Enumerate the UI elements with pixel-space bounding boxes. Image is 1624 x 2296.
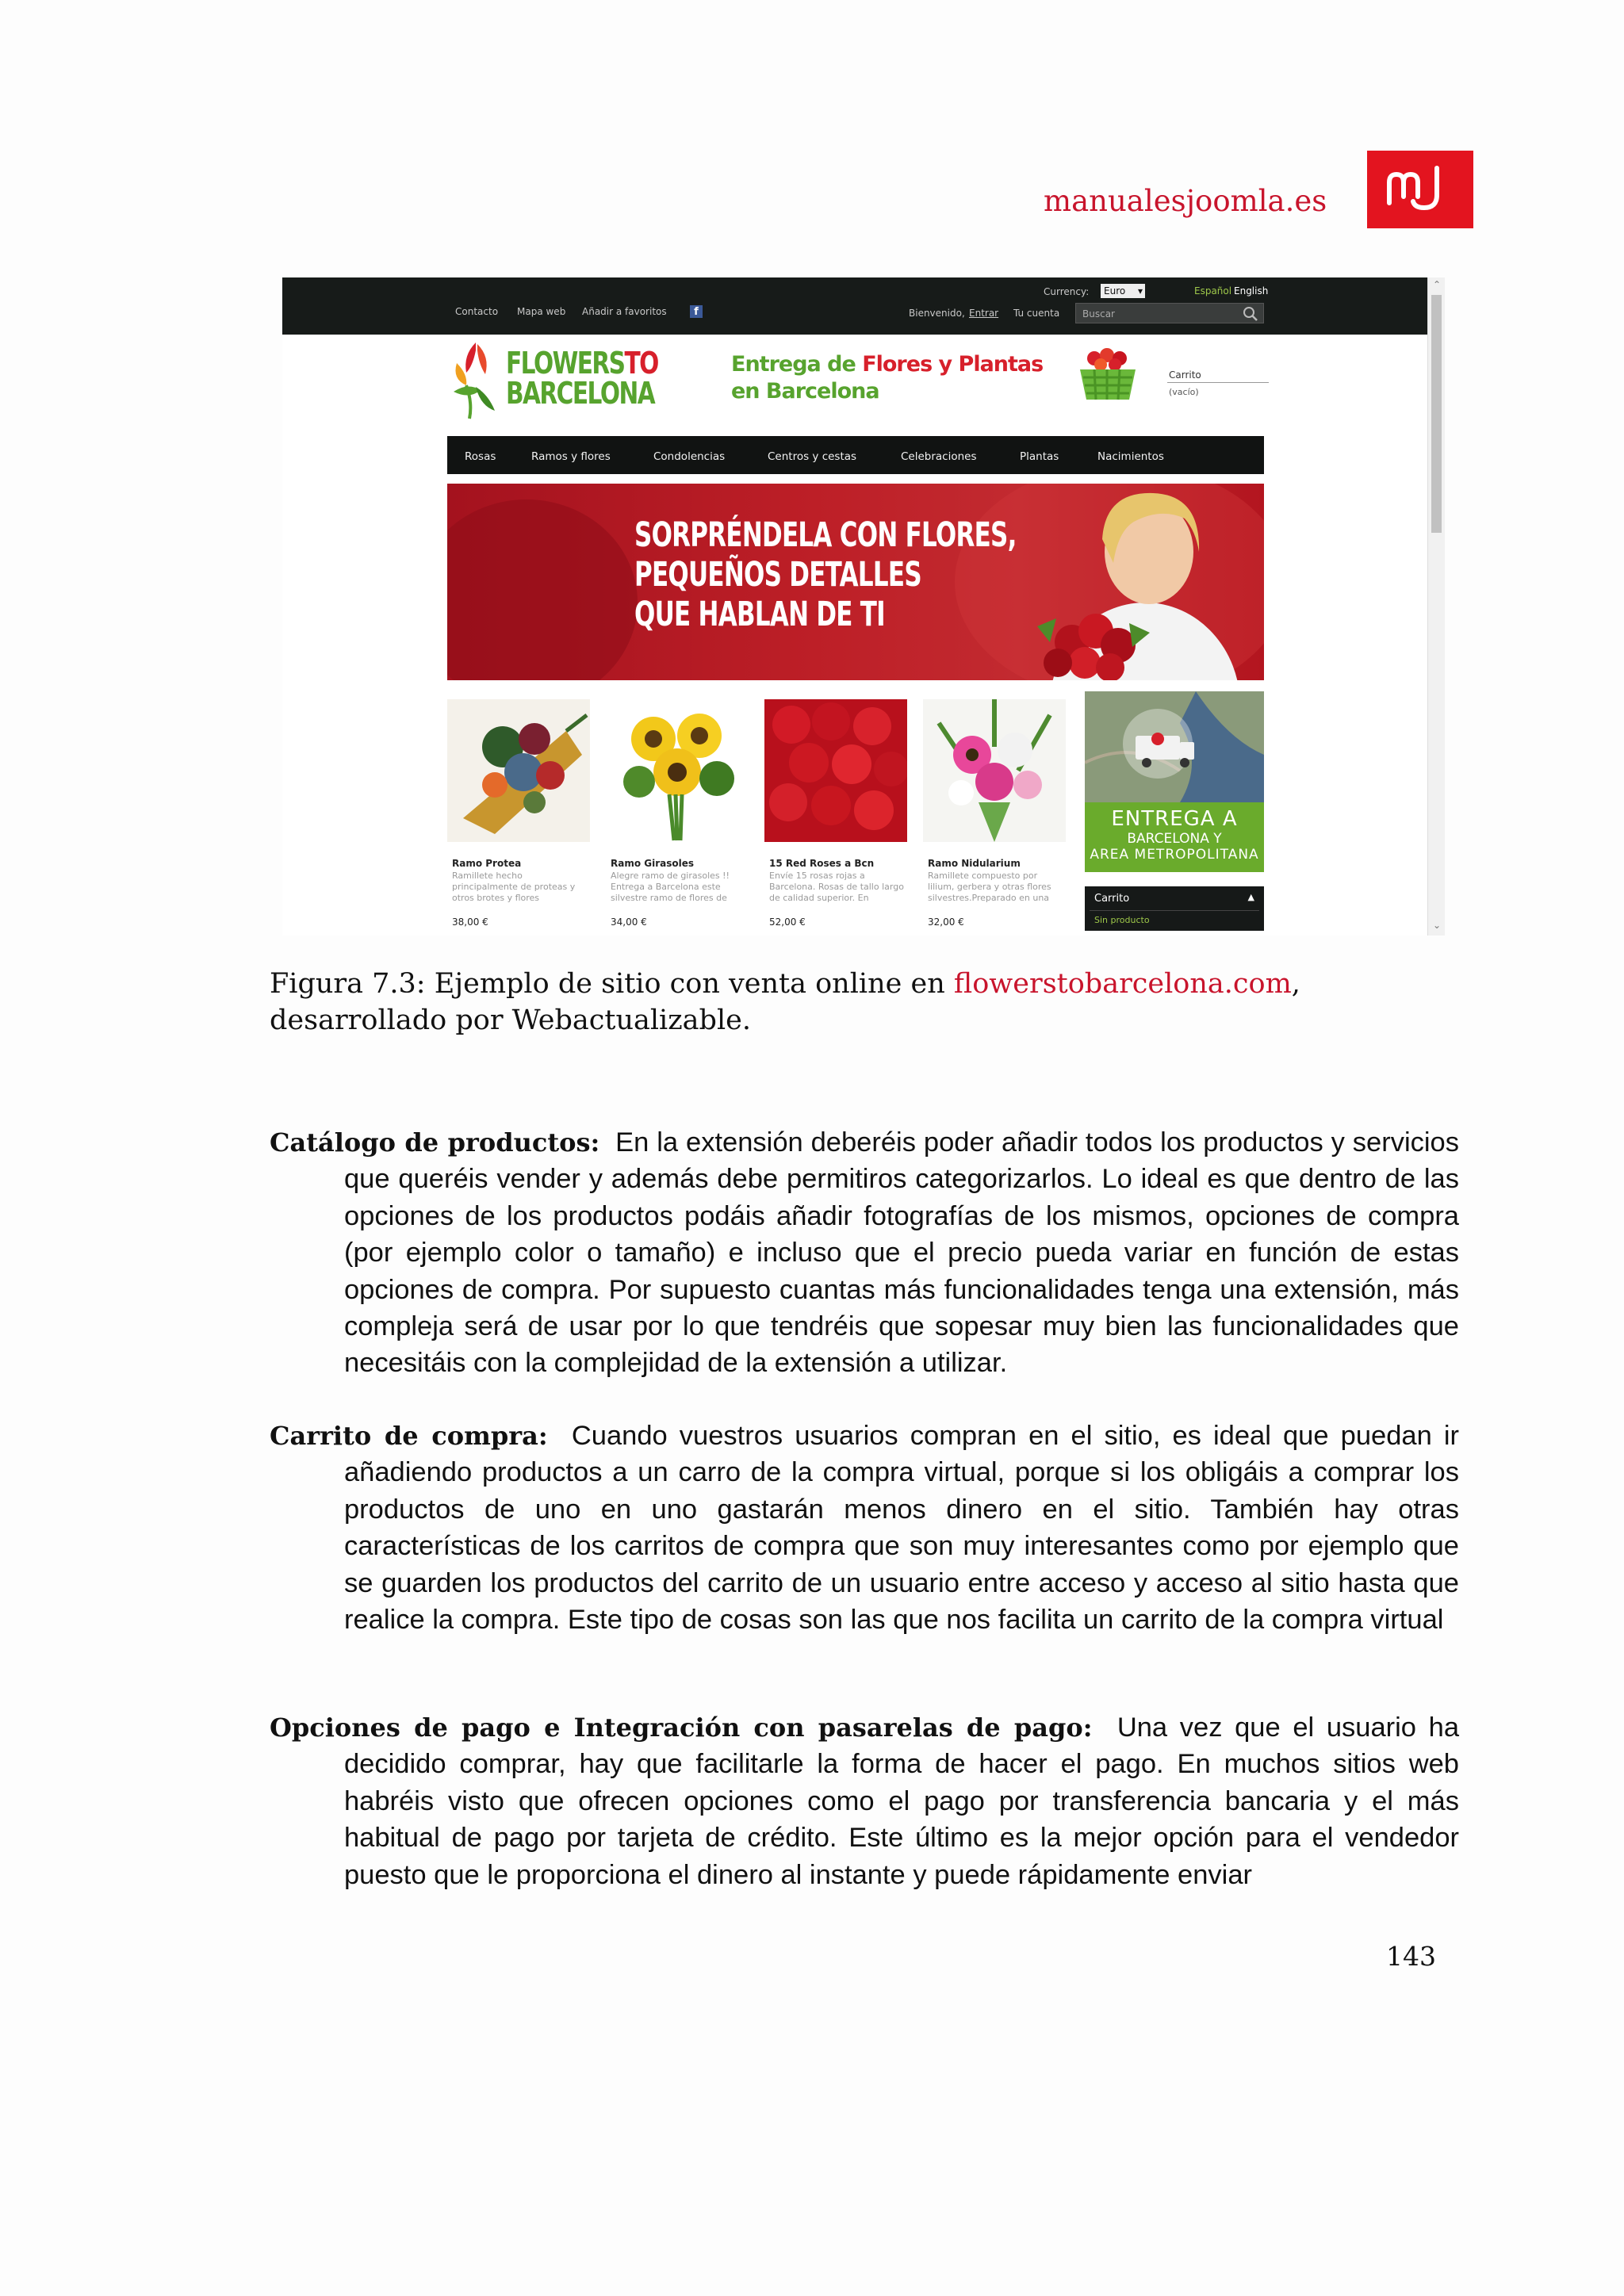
- tagline-line1: [731, 352, 1043, 377]
- product-desc: Ramillete compuesto por lilium, gerbera y otras flores silvestres.Preparado en una: [928, 871, 1051, 903]
- figure-screenshot: [282, 277, 1445, 936]
- nav-item-nacimientos[interactable]: Nacimientos: [1097, 450, 1164, 463]
- entry-paragraph: [270, 1124, 1459, 1382]
- entry-carrito: [270, 1418, 1459, 1638]
- welcome-text: Bienvenido,: [909, 308, 965, 319]
- entry-term: Catálogo de productos:: [270, 1127, 600, 1158]
- product-image-protea[interactable]: [447, 699, 590, 842]
- product-name[interactable]: Ramo Protea: [452, 858, 522, 869]
- product-desc: Ramillete hecho principalmente de proteas y otros brotes y flores: [452, 871, 576, 903]
- search-input[interactable]: [1076, 304, 1243, 324]
- product-price: 52,00 €: [769, 916, 806, 928]
- entry-paragraph: [270, 1709, 1459, 1893]
- product-image-nidularium[interactable]: [923, 699, 1066, 842]
- product-name[interactable]: Ramo Nidularium: [928, 858, 1021, 869]
- promo-banner[interactable]: [447, 484, 1264, 680]
- scroll-thumb[interactable]: [1431, 295, 1442, 533]
- facebook-icon[interactable]: f: [690, 305, 703, 318]
- lang-es-link[interactable]: Español: [1194, 285, 1232, 297]
- search-icon[interactable]: [1243, 306, 1258, 322]
- cart-widget-divider: [1090, 910, 1259, 911]
- delivery-line1: ENTREGA A: [1111, 807, 1238, 831]
- tagline-part2: Flores y Plantas: [862, 352, 1044, 377]
- lang-en-link[interactable]: English: [1234, 285, 1269, 297]
- figure-caption: [270, 966, 1459, 1039]
- mj-logo-icon: [1367, 151, 1473, 228]
- banner-headline-2: PEQUEÑOS DETALLES: [634, 555, 921, 595]
- tagline-part1: Entrega de: [731, 352, 863, 377]
- entry-text: Una vez que el usuario ha decidido comprar, hay que facilitarle la forma de hacer el pago. En muchos sitios web habréis visto que ofrecen opciones como el pago por transferencia bancaria y el más habitual de pago por tarjeta de crédito. Este último es la mejor opción para el vendedor puesto que le proporciona el dinero al instante y puede rápidamente enviar: [344, 1712, 1460, 1890]
- main-nav: [447, 436, 1264, 474]
- banner-headline-3: QUE HABLAN DE TI: [634, 595, 885, 634]
- scrollbar[interactable]: [1427, 277, 1445, 936]
- delivery-line2: BARCELONA Y: [1127, 831, 1222, 847]
- product-name[interactable]: 15 Red Roses a Bcn: [769, 858, 875, 869]
- nav-item-condolencias[interactable]: Condolencias: [653, 450, 726, 463]
- entry-paragraph: [270, 1418, 1459, 1638]
- caption-link[interactable]: flowerstobarcelona.com: [953, 968, 1292, 1000]
- product-price: 38,00 €: [452, 916, 488, 928]
- top-bar: [282, 277, 1427, 335]
- currency-select[interactable]: Euro ▾: [1101, 284, 1145, 298]
- logo-word-to: TO: [624, 346, 658, 381]
- entry-text: Cuando vuestros usuarios compran en el sitio, es ideal que puedan ir añadiendo productos a un carro de la compra virtual, porque si los obligáis a comprar los productos de uno en uno gastarán menos dinero en el sitio. También hay otras características de los carritos de compra que son muy interesantes como por ejemplo que se guarden los productos del carrito de un usuario entre acceso y acceso al sitio hasta que realice la compra. Este tipo de cosas son las que nos facilita un carrito de la compra virtual: [344, 1421, 1459, 1636]
- contact-link[interactable]: Contacto: [455, 306, 499, 317]
- product-image-girasoles[interactable]: [606, 699, 749, 842]
- entry-term: Carrito de compra:: [270, 1421, 548, 1451]
- product-name[interactable]: Ramo Girasoles: [611, 858, 695, 869]
- flowers-logo-line2[interactable]: BARCELONA: [506, 376, 655, 411]
- product-price: 32,00 €: [928, 916, 964, 928]
- entry-catalogo: [270, 1124, 1459, 1382]
- banner-headline-1: SORPRÉNDELA CON FLORES,: [634, 515, 1017, 555]
- nav-item-ramos[interactable]: Ramos y flores: [531, 450, 611, 463]
- entry-text: En la extensión deberéis poder añadir todos los productos y servicios que queréis vender y además debe permitiros categorizarlos. Lo ideal es que dentro de las opciones de los productos podáis añadir fotografías de los mismos, opciones de compra (por ejemplo color o tamaño) e incluso que el precio pueda variar en función de estas opciones de compra. Por supuesto cuantas más funcionalidades tenga una extensión, más compleja será de usar por lo que tendréis que sopesar muy bien las funcionalidades que necesitáis con la complejidad de la extensión a utilizar.: [344, 1127, 1459, 1379]
- flower-logo-icon: [449, 339, 504, 422]
- basket-icon[interactable]: [1077, 347, 1139, 404]
- sitemap-link[interactable]: Mapa web: [517, 306, 566, 317]
- product-desc: Alegre ramo de girasoles !! Entrega a Barcelona este silvestre ramo de flores de: [611, 871, 730, 903]
- cart-widget-title[interactable]: Carrito: [1094, 893, 1130, 905]
- site-name: manualesjoomla.es: [1044, 184, 1327, 218]
- entry-term: Opciones de pago e Integración con pasarelas de pago:: [270, 1712, 1093, 1743]
- nav-item-centros[interactable]: Centros y cestas: [768, 450, 857, 463]
- caption-suffix: , desarrollado por Webactualizable.: [270, 968, 1300, 1036]
- nav-item-plantas[interactable]: Plantas: [1020, 450, 1059, 463]
- cart-status: (vacío): [1169, 387, 1199, 397]
- product-image-roses[interactable]: [764, 699, 907, 842]
- cart-widget[interactable]: [1085, 886, 1264, 931]
- product-price: 34,00 €: [611, 916, 647, 928]
- search-box: [1075, 303, 1264, 323]
- login-link[interactable]: Entrar: [969, 308, 999, 319]
- cart-divider: [1167, 382, 1269, 383]
- tagline-line2: en Barcelona: [731, 379, 879, 404]
- entry-pago: [270, 1709, 1459, 1893]
- caption-prefix: Figura 7.3: Ejemplo de sitio con venta online en: [270, 968, 954, 1000]
- nav-item-rosas[interactable]: Rosas: [465, 450, 496, 463]
- cart-widget-status: Sin producto: [1094, 915, 1150, 925]
- logo-word-flowers: FLOWERS: [506, 346, 625, 381]
- scroll-up-icon[interactable]: ⌃: [1432, 279, 1442, 290]
- chevron-down-icon[interactable]: ⌄: [1432, 920, 1442, 931]
- collapse-icon[interactable]: ▲: [1247, 892, 1254, 902]
- delivery-banner[interactable]: [1085, 691, 1264, 872]
- add-favorites-link[interactable]: Añadir a favoritos: [582, 306, 667, 317]
- cart-label[interactable]: Carrito: [1169, 369, 1201, 381]
- delivery-line3: AREA METROPOLITANA: [1090, 847, 1259, 863]
- product-desc: Envíe 15 rosas rojas a Barcelona. Rosas de tallo largo de calidad superior. En: [769, 871, 904, 903]
- account-link[interactable]: Tu cuenta: [1013, 308, 1060, 319]
- page-number: 143: [1386, 1941, 1436, 1972]
- currency-label: Currency:: [1044, 286, 1090, 297]
- nav-item-celebraciones[interactable]: Celebraciones: [901, 450, 977, 463]
